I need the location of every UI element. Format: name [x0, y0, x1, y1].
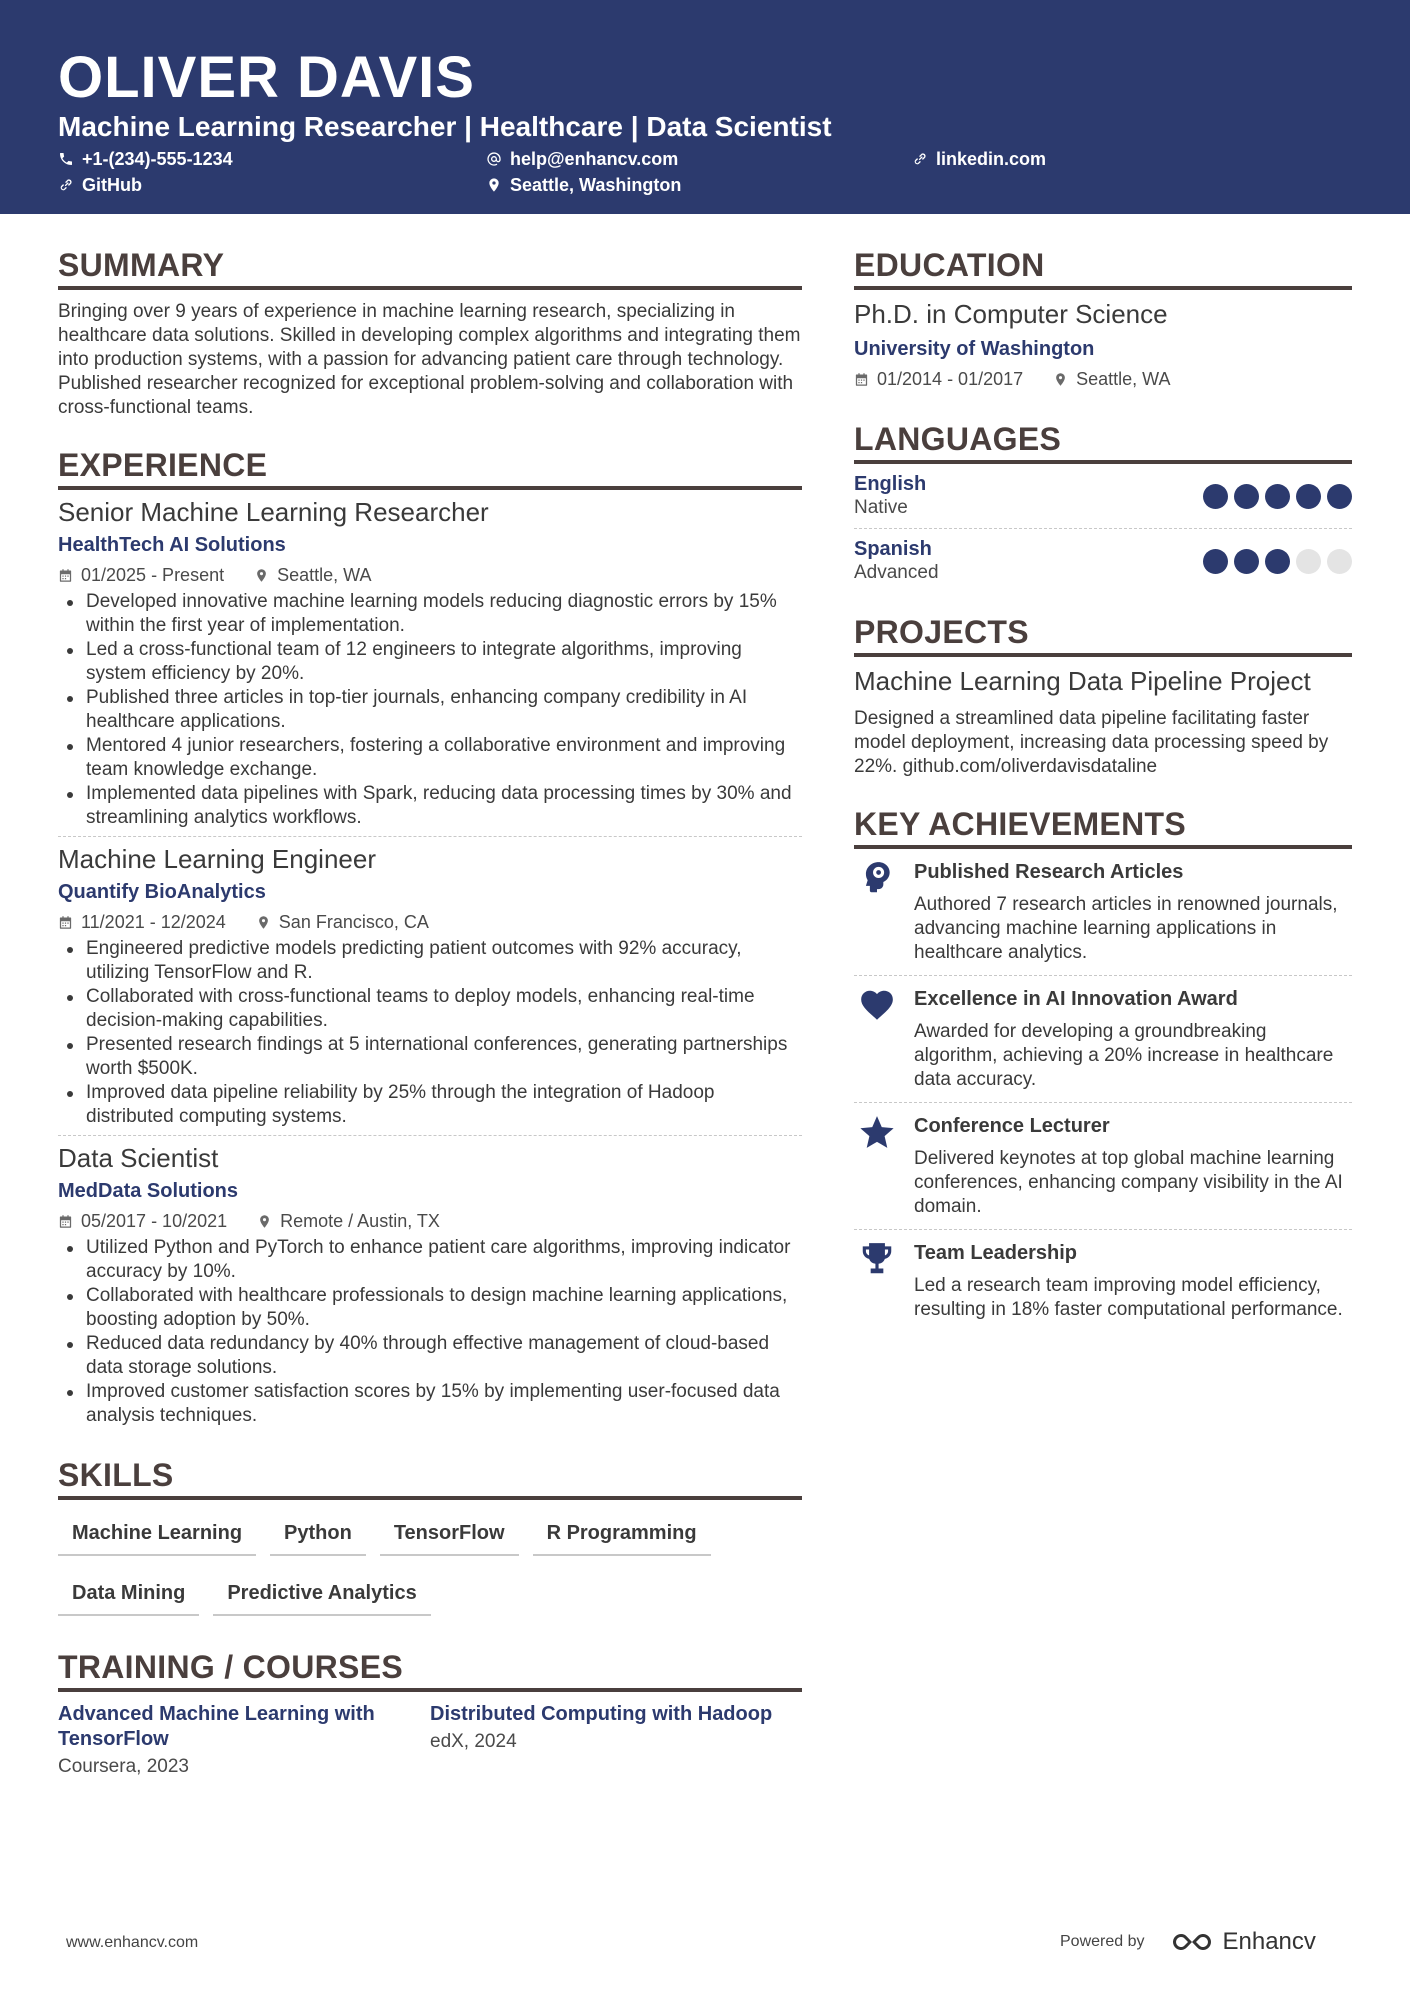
- job-bullets: [58, 937, 802, 1129]
- education-dates: 01/2014 - 01/2017: [877, 369, 1024, 389]
- bullet-item: Improved customer satisfaction scores by 15% by implementing user-focused data analysis techniques.: [58, 1380, 802, 1428]
- achievement-title: Excellence in AI Innovation Award: [914, 988, 1238, 1010]
- education-section: [854, 246, 1352, 390]
- location-pin-icon: [254, 568, 269, 583]
- contact-linkedin[interactable]: linkedin.com: [912, 148, 1046, 170]
- experience-entry: [58, 496, 802, 836]
- section-divider: [854, 653, 1352, 657]
- course-title: Distributed Computing with Hadoop: [430, 1703, 773, 1725]
- job-dates: 11/2021 - 12/2024: [81, 912, 226, 932]
- course-title: Advanced Machine Learning with TensorFlow: [58, 1703, 375, 1750]
- candidate-name: OLIVER DAVIS: [58, 45, 475, 110]
- company-name: Quantify BioAnalytics: [58, 881, 266, 903]
- summary-section: [58, 246, 802, 420]
- experience-entry: [58, 836, 802, 1135]
- job-location: Remote / Austin, TX: [280, 1211, 440, 1231]
- job-bullets: [58, 590, 802, 830]
- heart-icon: [858, 986, 896, 1024]
- section-title: LANGUAGES: [854, 421, 1062, 457]
- location-pin-icon: [486, 177, 502, 193]
- projects-section: [854, 613, 1352, 779]
- courses-list: [58, 1702, 802, 1779]
- resume-header: [0, 0, 1410, 214]
- achievement-title: Published Research Articles: [914, 861, 1184, 883]
- section-title: EXPERIENCE: [58, 447, 268, 483]
- achievement-item: [854, 1229, 1352, 1332]
- calendar-icon: [58, 1214, 73, 1229]
- bullet-item: Published three articles in top-tier journals, enhancing company credibility in AI healthcare applications.: [58, 686, 802, 734]
- training-section: [58, 1648, 802, 1779]
- star-icon: [858, 1113, 896, 1151]
- summary-text: Bringing over 9 years of experience in machine learning research, specializing in healthcare data solutions. Skilled in developing complex algorithms and integrating them into production systems, with a passion for advancing patient care through technology. Published researcher recognized for exceptional problem-solving and collaboration with cross-functional teams.: [58, 301, 801, 418]
- company-name: MedData Solutions: [58, 1180, 239, 1202]
- bullet-item: Engineered predictive models predicting patient outcomes with 92% accuracy, utilizing TensorFlow and R.: [58, 937, 802, 985]
- section-title: PROJECTS: [854, 614, 1029, 650]
- skill-tag: R Programming: [533, 1510, 711, 1556]
- location-pin-icon: [256, 915, 271, 930]
- experience-entry: [58, 1135, 802, 1434]
- powered-by-label: Powered by: [1060, 1933, 1145, 1950]
- degree: Ph.D. in Computer Science: [854, 299, 1168, 329]
- bullet-item: Improved data pipeline reliability by 25% through the integration of Hadoop distributed computing systems.: [58, 1081, 802, 1129]
- right-column: [854, 246, 1352, 1332]
- achievement-item: [854, 849, 1352, 975]
- section-title: SKILLS: [58, 1457, 174, 1493]
- brand-logo[interactable]: [1169, 1928, 1316, 1956]
- achievement-description: Led a research team improving model efficiency, resulting in 18% faster computational performance.: [914, 1275, 1343, 1320]
- job-dates: 05/2017 - 10/2021: [81, 1211, 228, 1231]
- calendar-icon: [58, 915, 73, 930]
- project-title: Machine Learning Data Pipeline Project: [854, 666, 1311, 696]
- section-divider: [854, 286, 1352, 290]
- left-column: [58, 246, 802, 1779]
- bullet-item: Reduced data redundancy by 40% through effective management of cloud-based data storage solutions.: [58, 1332, 802, 1380]
- link-icon: [912, 151, 928, 167]
- contact-phone[interactable]: +1-(234)-555-1234: [58, 148, 233, 170]
- achievement-title: Conference Lecturer: [914, 1115, 1110, 1137]
- achievement-title: Team Leadership: [914, 1242, 1078, 1264]
- proficiency-dots: [1203, 549, 1352, 574]
- course-item: [58, 1702, 430, 1779]
- job-title: Data Scientist: [58, 1143, 219, 1173]
- skills-list: [58, 1510, 802, 1630]
- proficiency-dot-filled: [1327, 484, 1352, 509]
- link-icon: [58, 177, 74, 193]
- achievement-description: Awarded for developing a groundbreaking algorithm, achieving a 20% increase in healthcare data accuracy.: [914, 1021, 1334, 1090]
- job-title: Machine Learning Engineer: [58, 844, 376, 874]
- job-bullets: [58, 1236, 802, 1428]
- language-name: English: [854, 473, 927, 495]
- brand-name: Enhancv: [1222, 1928, 1316, 1955]
- bullet-item: Led a cross-functional team of 12 engineers to integrate algorithms, improving system efficiency by 20%.: [58, 638, 802, 686]
- trophy-icon: [858, 1240, 896, 1278]
- proficiency-dot-filled: [1234, 549, 1259, 574]
- achievement-description: Authored 7 research articles in renowned journals, advancing machine learning applications in healthcare analytics.: [914, 894, 1338, 963]
- skill-tag: Data Mining: [58, 1570, 199, 1616]
- job-location: San Francisco, CA: [278, 912, 429, 932]
- bullet-item: Collaborated with cross-functional teams to deploy models, enhancing real-time decision-making capabilities.: [58, 985, 802, 1033]
- section-title: EDUCATION: [854, 247, 1045, 283]
- job-dates: 01/2025 - Present: [81, 565, 225, 585]
- language-name: Spanish: [854, 538, 932, 560]
- contact-github[interactable]: GitHub: [58, 174, 142, 196]
- at-icon: [486, 151, 502, 167]
- proficiency-dot-empty: [1296, 549, 1321, 574]
- job-meta: [58, 911, 802, 933]
- proficiency-dot-empty: [1327, 549, 1352, 574]
- skill-tag: Python: [270, 1510, 366, 1556]
- job-location: Seattle, WA: [277, 565, 372, 585]
- section-title: TRAINING / COURSES: [58, 1649, 403, 1685]
- section-divider: [58, 286, 802, 290]
- proficiency-dot-filled: [1265, 549, 1290, 574]
- calendar-icon: [58, 568, 73, 583]
- contact-location: Seattle, Washington: [486, 174, 681, 196]
- language-level: Native: [854, 497, 908, 518]
- achievement-item: [854, 1102, 1352, 1229]
- school-name: University of Washington: [854, 338, 1095, 360]
- project-description: Designed a streamlined data pipeline facilitating faster model deployment, increasing data processing speed by 22%. github.com/oliverdavisdataline: [854, 708, 1329, 777]
- skill-tag: TensorFlow: [380, 1510, 519, 1556]
- job-meta: [58, 1210, 802, 1232]
- proficiency-dot-filled: [1234, 484, 1259, 509]
- company-name: HealthTech AI Solutions: [58, 534, 286, 556]
- skills-section: [58, 1456, 802, 1630]
- location-pin-icon: [1053, 372, 1068, 387]
- skill-tag: Machine Learning: [58, 1510, 256, 1556]
- enhancv-logo-icon: [1169, 1930, 1215, 1954]
- languages-section: [854, 420, 1352, 593]
- course-item: [430, 1702, 802, 1779]
- language-item: [854, 528, 1352, 593]
- education-location: Seattle, WA: [1076, 369, 1171, 389]
- achievement-item: [854, 975, 1352, 1102]
- education-meta: [854, 368, 1352, 390]
- language-item: [854, 464, 1352, 528]
- bullet-item: Developed innovative machine learning models reducing diagnostic errors by 15% within the first year of implementation.: [58, 590, 802, 638]
- section-divider: [58, 486, 802, 490]
- section-title: SUMMARY: [58, 247, 225, 283]
- phone-icon: [58, 151, 74, 167]
- experience-section: [58, 446, 802, 1434]
- contact-email[interactable]: help@enhancv.com: [486, 148, 678, 170]
- proficiency-dot-filled: [1203, 484, 1228, 509]
- head-icon: [858, 859, 896, 897]
- headline: Machine Learning Researcher | Healthcare | Data Scientist: [58, 111, 832, 142]
- bullet-item: Presented research findings at 5 international conferences, generating partnerships worth $500K.: [58, 1033, 802, 1081]
- bullet-item: Collaborated with healthcare professionals to design machine learning applications, boosting adoption by 50%.: [58, 1284, 802, 1332]
- proficiency-dots: [1203, 484, 1352, 509]
- bullet-item: Mentored 4 junior researchers, fostering a collaborative environment and improving team knowledge exchange.: [58, 734, 802, 782]
- skill-tag: Predictive Analytics: [213, 1570, 430, 1616]
- section-divider: [58, 1496, 802, 1500]
- footer-website[interactable]: www.enhancv.com: [66, 1934, 199, 1951]
- location-pin-icon: [257, 1214, 272, 1229]
- proficiency-dot-filled: [1265, 484, 1290, 509]
- bullet-item: Implemented data pipelines with Spark, reducing data processing times by 30% and streamlining analytics workflows.: [58, 782, 802, 830]
- achievement-description: Delivered keynotes at top global machine learning conferences, enhancing company visibility in the AI domain.: [914, 1148, 1343, 1217]
- job-meta: [58, 564, 802, 586]
- language-level: Advanced: [854, 562, 939, 583]
- footer-branding: [1060, 1928, 1316, 1956]
- course-provider: edX, 2024: [430, 1731, 517, 1752]
- section-title: KEY ACHIEVEMENTS: [854, 806, 1186, 842]
- proficiency-dot-filled: [1203, 549, 1228, 574]
- bullet-item: Utilized Python and PyTorch to enhance patient care algorithms, improving indicator accuracy by 10%.: [58, 1236, 802, 1284]
- calendar-icon: [854, 372, 869, 387]
- job-title: Senior Machine Learning Researcher: [58, 497, 489, 527]
- proficiency-dot-filled: [1296, 484, 1321, 509]
- achievements-section: [854, 805, 1352, 1332]
- section-divider: [58, 1688, 802, 1692]
- course-provider: Coursera, 2023: [58, 1756, 189, 1777]
